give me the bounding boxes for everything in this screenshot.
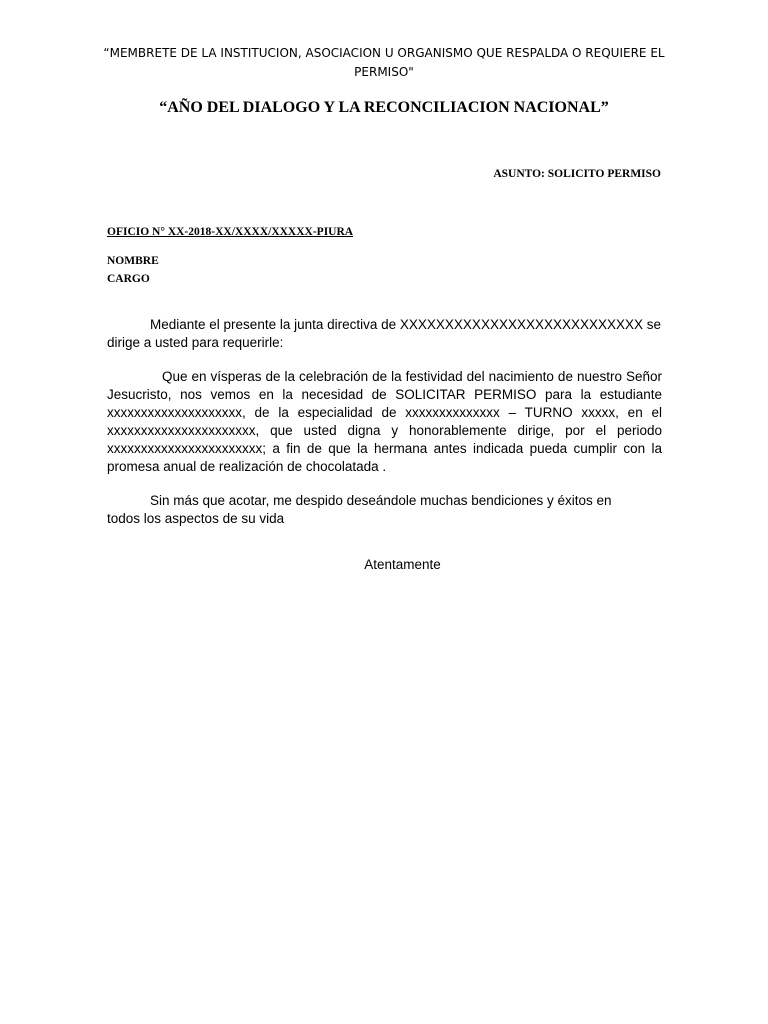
request-paragraph: Que en vísperas de la celebración de la festividad del nacimiento de nuestro Señor Jesucristo, nos vemos en la necesidad de SOLICITAR PERMISO para la estudiante xxxxxxxxxxxxxxxxxxxx, de la especialidad de xxxxxxxxxxxxxx – TURNO xxxxx, en el xxxxxxxxxxxxxxxxxxxxxx, que usted digna y honorablemente dirige, por el periodo xxxxxxxxxxxxxxxxxxxxxxx; a fin de que la hermana antes indicada pueda cumplir con la promesa anual de realización de chocolatada . [107, 369, 662, 474]
closing-paragraph: Sin más que acotar, me despido deseándole muchas bendiciones y éxitos en todos los aspectos de su vida [107, 493, 612, 526]
recipient-block [107, 252, 159, 288]
recipient-name: NOMBRE [107, 255, 159, 267]
letterhead-text: “MEMBRETE DE LA INSTITUCION, ASOCIACION U ORGANISMO QUE RESPALDA O REQUIERE EL PERMISO" [103, 46, 665, 79]
office-number: OFICIO N° XX-2018-XX/XXXX/XXXXX-PIURA [107, 226, 354, 238]
signoff-text: Atentamente [364, 557, 441, 572]
subject-line: ASUNTO: SOLICITO PERMISO [493, 168, 661, 180]
recipient-position: CARGO [107, 273, 150, 285]
year-title: “AÑO DEL DIALOGO Y LA RECONCILIACION NACIONAL” [159, 99, 609, 116]
intro-paragraph: Mediante el presente la junta directiva de XXXXXXXXXXXXXXXXXXXXXXXXXXX se dirige a usted para requerirle: [107, 317, 662, 350]
